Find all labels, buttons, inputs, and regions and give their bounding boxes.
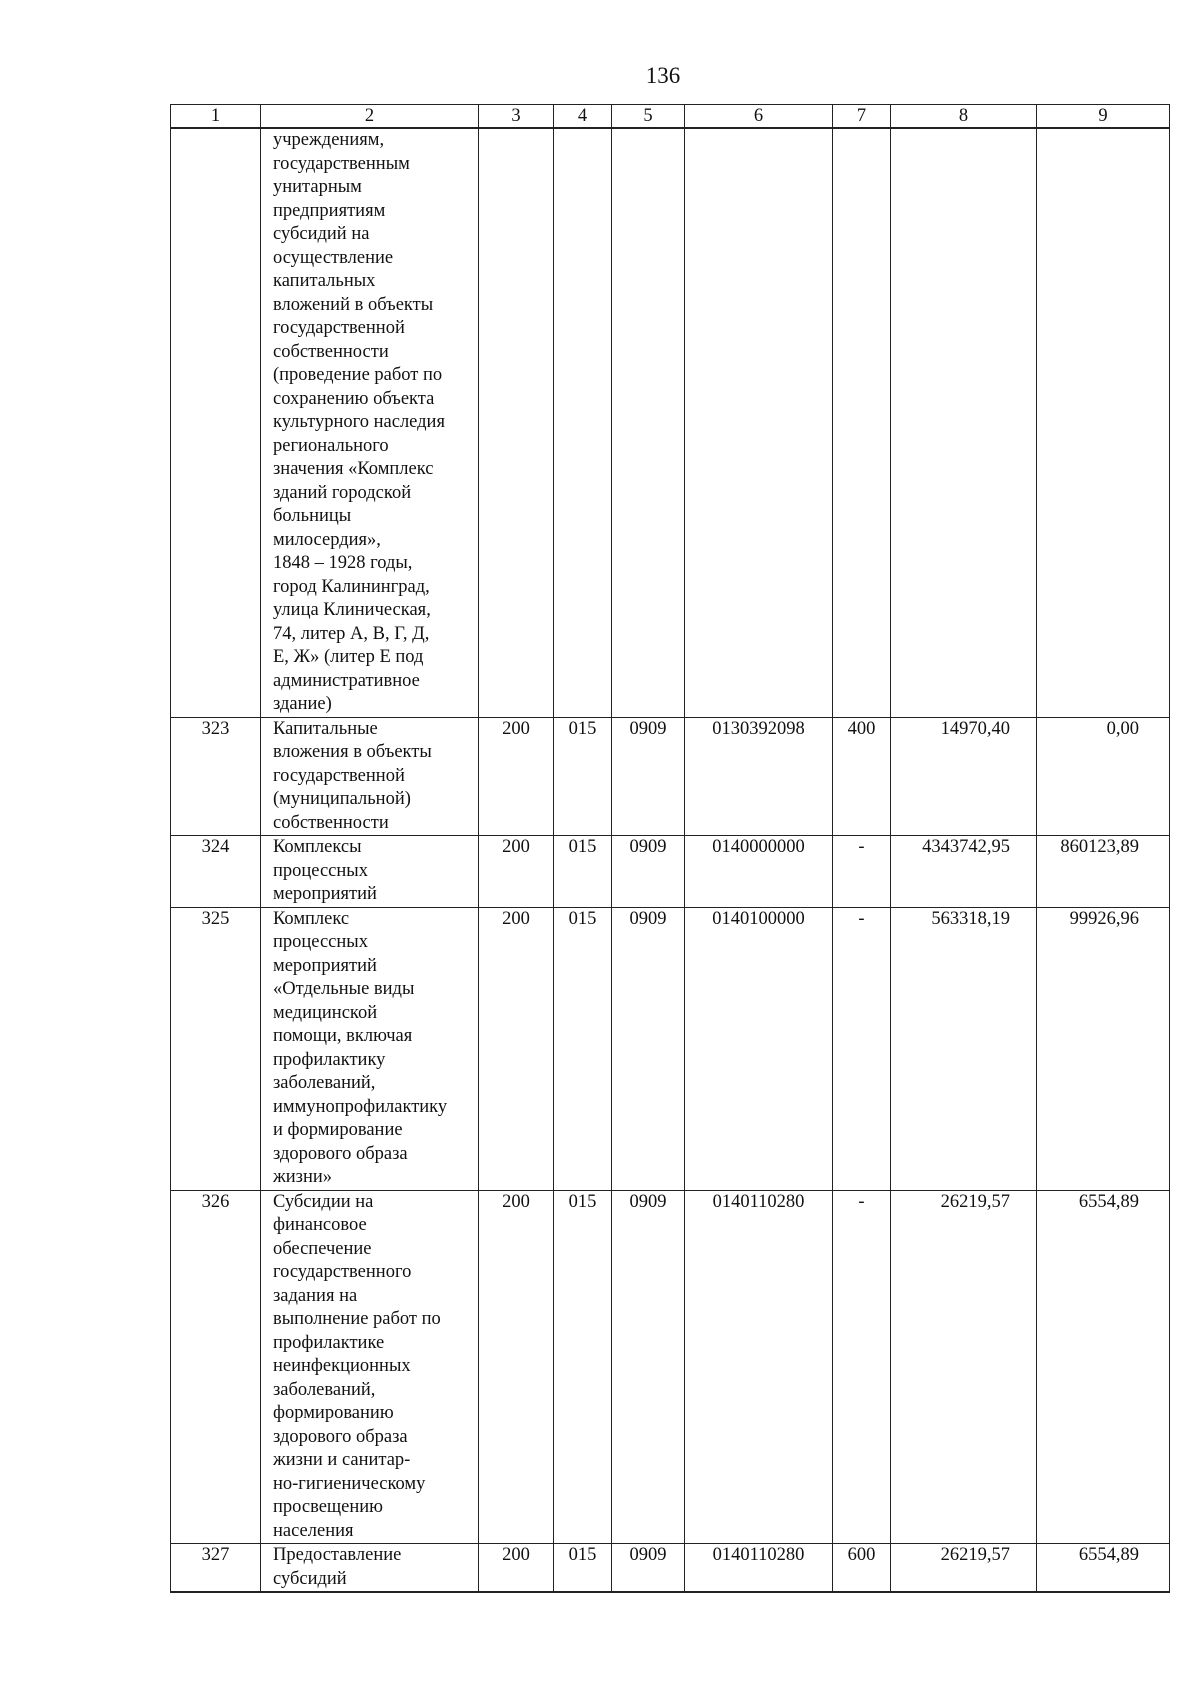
table-row: [171, 717, 1170, 836]
row-name-line: здание): [273, 694, 332, 714]
row-name-line: город Калининград,: [273, 576, 430, 597]
column-header-2: 2: [261, 105, 479, 129]
row-name-line: субсидий на: [273, 224, 370, 244]
row-name-line: «Отдельные виды: [273, 979, 415, 999]
row-number-cell: 326: [171, 1190, 261, 1544]
column-header-1: 1: [171, 105, 261, 129]
table-header-row: [171, 105, 1170, 129]
target-article-cell: [685, 128, 833, 717]
row-name-line: учреждениям,: [273, 130, 385, 150]
column-header-4: 4: [554, 105, 612, 129]
row-name-line: Комплексы: [273, 837, 362, 857]
column-header-3: 3: [479, 105, 554, 129]
table-row: [171, 836, 1170, 908]
row-name-line: неинфекционных: [273, 1356, 411, 1376]
table-row: [171, 128, 1170, 717]
row-name-line: унитарным: [273, 177, 362, 197]
row-name-line: обеспечение: [273, 1238, 372, 1259]
col5-cell: 0909: [612, 907, 685, 1190]
row-name-line: капитальных: [273, 271, 376, 291]
expense-type-cell: -: [833, 1190, 891, 1544]
table-body: [171, 128, 1170, 1592]
row-name-line: просвещению: [273, 1497, 383, 1517]
col3-cell: 200: [479, 1544, 554, 1593]
column-header-8: 8: [891, 105, 1037, 129]
column-header-7: 7: [833, 105, 891, 129]
amount-col9-cell: 6554,89: [1037, 1190, 1170, 1544]
row-name-cell: [261, 128, 479, 717]
row-name-line: вложений в объекты: [273, 294, 434, 315]
row-name-line: 1848 – 1928 годы,: [273, 553, 413, 573]
target-article-cell: 0140000000: [685, 836, 833, 908]
col4-cell: 015: [554, 1190, 612, 1544]
amount-col9-cell: 860123,89: [1037, 836, 1170, 908]
col5-cell: 0909: [612, 717, 685, 836]
target-article-cell: 0140110280: [685, 1190, 833, 1544]
column-header-9: 9: [1037, 105, 1170, 129]
row-name-line: финансовое: [273, 1215, 367, 1235]
row-name-line: помощи, включая: [273, 1026, 413, 1046]
row-number-cell: 327: [171, 1544, 261, 1593]
row-name-line: (проведение работ по: [273, 365, 443, 385]
col4-cell: 015: [554, 836, 612, 908]
col4-cell: 015: [554, 717, 612, 836]
row-name-line: Капитальные: [273, 718, 378, 739]
table-row: [171, 1544, 1170, 1593]
target-article-cell: 0140110280: [685, 1544, 833, 1593]
row-name-line: здорового образа: [273, 1143, 408, 1164]
amount-col8-cell: 26219,57: [891, 1544, 1037, 1593]
amount-col8-cell: 26219,57: [891, 1190, 1037, 1544]
amount-col9-cell: 0,00: [1037, 717, 1170, 836]
amount-col8-cell: 4343742,95: [891, 836, 1037, 908]
col3-cell: 200: [479, 717, 554, 836]
row-name-line: заболеваний,: [273, 1073, 376, 1093]
row-name-line: процессных: [273, 932, 368, 952]
row-name-line: улица Клиническая,: [273, 600, 431, 620]
row-name-line: государственного: [273, 1262, 412, 1282]
page-number: 136: [645, 63, 681, 88]
row-name-line: собственности: [273, 341, 389, 362]
amount-col9-cell: [1037, 128, 1170, 717]
row-name-line: иммунопрофилактику: [273, 1096, 448, 1117]
row-name-line: регионального: [273, 435, 389, 456]
row-name-line: зданий городской: [273, 482, 412, 503]
row-name-line: медицинской: [273, 1002, 378, 1023]
column-header-5: 5: [612, 105, 685, 129]
row-name-line: Е, Ж» (литер Е под: [273, 647, 424, 667]
col3-cell: 200: [479, 836, 554, 908]
row-name-line: жизни и санитар-: [273, 1450, 411, 1470]
budget-table: [170, 104, 1170, 1593]
row-name-line: мероприятий: [273, 884, 377, 904]
row-number-cell: [171, 128, 261, 717]
row-name-line: 74, литер А, В, Г, Д,: [273, 623, 430, 644]
row-name-cell: [261, 717, 479, 836]
row-name-line: Комплекс: [273, 908, 350, 929]
row-name-line: предприятиям: [273, 200, 386, 221]
row-name-line: Субсидии на: [273, 1191, 374, 1212]
row-name-line: заболеваний,: [273, 1379, 376, 1400]
row-name-line: процессных: [273, 860, 368, 881]
col3-cell: 200: [479, 1190, 554, 1544]
col5-cell: 0909: [612, 836, 685, 908]
row-name-line: государственной: [273, 765, 405, 786]
row-name-line: государственной: [273, 318, 405, 338]
row-name-line: культурного наследия: [273, 412, 445, 432]
row-name-line: милосердия»,: [273, 529, 381, 550]
row-name-cell: [261, 907, 479, 1190]
expense-type-cell: 400: [833, 717, 891, 836]
row-name-line: больницы: [273, 506, 352, 526]
table-row: [171, 1190, 1170, 1544]
amount-col8-cell: 563318,19: [891, 907, 1037, 1190]
col5-cell: 0909: [612, 1544, 685, 1593]
row-name-cell: [261, 836, 479, 908]
row-name-line: (муниципальной): [273, 789, 411, 809]
row-name-line: административное: [273, 670, 420, 691]
row-name-line: значения «Комплекс: [273, 459, 434, 479]
col4-cell: [554, 128, 612, 717]
col4-cell: 015: [554, 907, 612, 1190]
row-name-cell: [261, 1544, 479, 1593]
target-article-cell: 0130392098: [685, 717, 833, 836]
row-name-line: и формирование: [273, 1120, 403, 1140]
row-number-cell: 323: [171, 717, 261, 836]
amount-col8-cell: 14970,40: [891, 717, 1037, 836]
expense-type-cell: -: [833, 836, 891, 908]
col5-cell: 0909: [612, 1190, 685, 1544]
col3-cell: 200: [479, 907, 554, 1190]
row-name-line: выполнение работ по: [273, 1309, 441, 1329]
row-name-line: профилактике: [273, 1332, 385, 1353]
col5-cell: [612, 128, 685, 717]
row-name-line: осуществление: [273, 247, 394, 268]
row-name-cell: [261, 1190, 479, 1544]
row-number-cell: 325: [171, 907, 261, 1190]
row-name-line: населения: [273, 1520, 354, 1541]
column-header-6: 6: [685, 105, 833, 129]
row-name-line: сохранению объекта: [273, 388, 435, 409]
row-name-line: вложения в объекты: [273, 742, 432, 762]
col4-cell: 015: [554, 1544, 612, 1593]
row-number-cell: 324: [171, 836, 261, 908]
amount-col8-cell: [891, 128, 1037, 717]
row-name-line: задания на: [273, 1285, 358, 1306]
expense-type-cell: [833, 128, 891, 717]
row-name-line: собственности: [273, 812, 389, 833]
amount-col9-cell: 6554,89: [1037, 1544, 1170, 1593]
row-name-line: мероприятий: [273, 955, 377, 976]
row-name-line: государственным: [273, 153, 410, 174]
col3-cell: [479, 128, 554, 717]
row-name-line: Предоставление: [273, 1545, 402, 1565]
expense-type-cell: -: [833, 907, 891, 1190]
row-name-line: жизни»: [273, 1167, 333, 1187]
row-name-line: субсидий: [273, 1568, 347, 1589]
expense-type-cell: 600: [833, 1544, 891, 1593]
row-name-line: формированию: [273, 1403, 394, 1423]
row-name-line: здорового образа: [273, 1426, 408, 1447]
target-article-cell: 0140100000: [685, 907, 833, 1190]
table-row: [171, 907, 1170, 1190]
row-name-line: профилактику: [273, 1049, 386, 1070]
row-name-line: но-гигиеническому: [273, 1473, 426, 1494]
amount-col9-cell: 99926,96: [1037, 907, 1170, 1190]
